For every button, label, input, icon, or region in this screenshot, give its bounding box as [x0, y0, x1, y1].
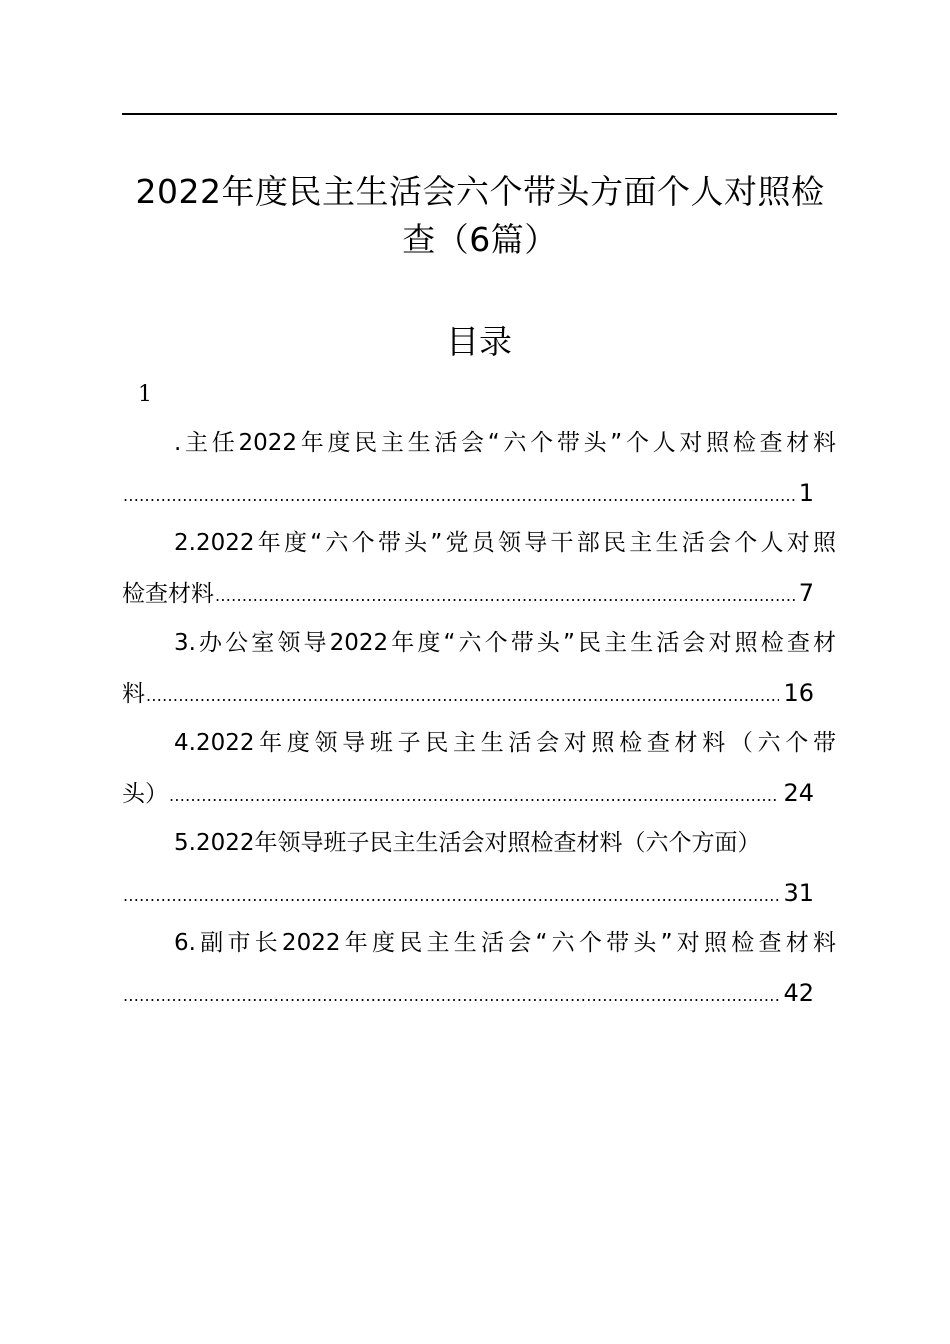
toc-dot-leader	[215, 571, 795, 618]
toc-entry-5[interactable]	[122, 818, 836, 918]
toc-entry-leader-line	[122, 768, 836, 818]
toc-entry-title-continuation: 头）	[122, 781, 168, 807]
toc-entry-title: 6.副市长2022年度民主生活会“六个带头”对照检查材料	[174, 930, 836, 956]
toc-entry-title-line	[122, 518, 836, 568]
toc-entry-title: 3.办公室领导2022年度“六个带头”民主生活会对照检查材	[174, 630, 836, 656]
toc-page-number: 16	[783, 679, 814, 707]
toc-dot-leader	[146, 671, 779, 718]
table-of-contents	[122, 418, 836, 1018]
toc-entry-2[interactable]	[122, 518, 836, 618]
toc-entry-6[interactable]	[122, 918, 836, 1018]
toc-entry-title-line	[122, 818, 836, 868]
document-title-line-2: 查（6篇）	[402, 220, 558, 259]
toc-entry-title-line	[122, 418, 836, 468]
toc-entry-title-continuation: 料	[122, 681, 145, 707]
toc-entry-leader-line	[122, 668, 836, 718]
toc-entry-title: .主任2022年度民主生活会“六个带头”个人对照检查材料	[174, 430, 836, 456]
toc-entry-1[interactable]	[122, 418, 836, 518]
toc-entry-title: 2.2022年度“六个带头”党员领导干部民主生活会个人对照	[174, 530, 836, 556]
document-title-line-1: 2022年度民主生活会六个带头方面个人对照检	[135, 172, 825, 211]
toc-entry-leader-line	[122, 568, 836, 618]
toc-page-number: 1	[798, 479, 814, 507]
toc-entry-leader-line	[122, 868, 836, 918]
toc-heading: 目录	[446, 322, 512, 361]
toc-entry-title-line	[122, 618, 836, 668]
toc-entry-title-line	[122, 718, 836, 768]
document-title	[110, 168, 850, 264]
stray-number: 1	[138, 382, 152, 407]
toc-entry-4[interactable]	[122, 718, 836, 818]
toc-entry-leader-line	[122, 468, 836, 518]
toc-page-number: 7	[798, 579, 814, 607]
toc-dot-leader	[123, 471, 795, 518]
toc-entry-leader-line	[122, 968, 836, 1018]
toc-dot-leader	[169, 771, 779, 818]
toc-entry-title: 4.2022年度领导班子民主生活会对照检查材料（六个带	[174, 730, 836, 756]
toc-page-number: 42	[783, 979, 814, 1007]
toc-entry-3[interactable]	[122, 618, 836, 718]
toc-dot-leader	[123, 971, 779, 1018]
toc-entry-title-continuation: 检查材料	[122, 581, 214, 607]
toc-dot-leader	[123, 871, 779, 918]
toc-entry-title-line	[122, 918, 836, 968]
toc-entry-title: 5.2022年领导班子民主生活会对照检查材料（六个方面）	[174, 830, 761, 856]
toc-page-number: 24	[783, 779, 814, 807]
header-rule	[122, 113, 837, 115]
toc-page-number: 31	[783, 879, 814, 907]
